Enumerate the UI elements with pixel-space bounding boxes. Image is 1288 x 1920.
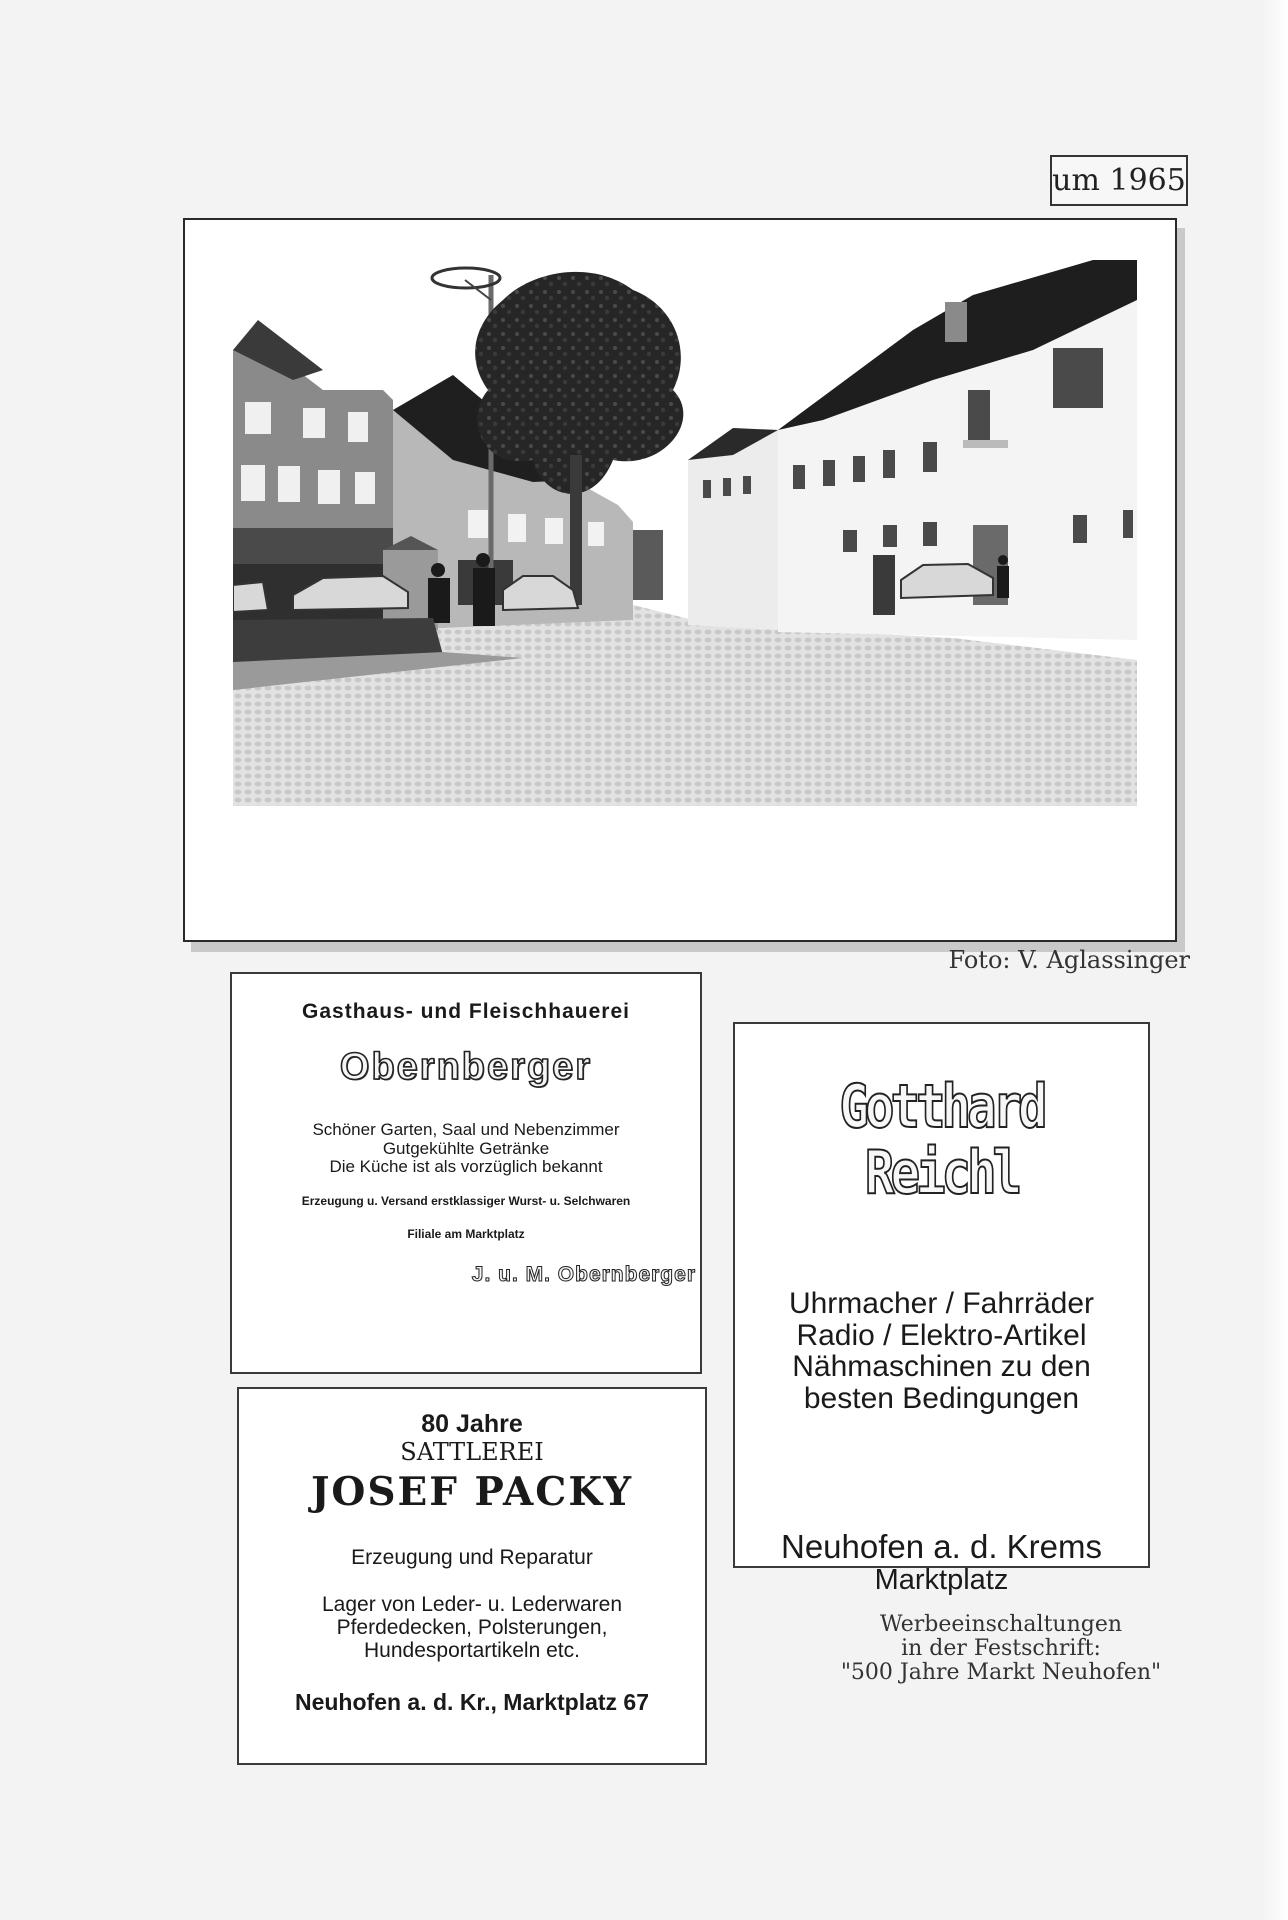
ad-text-line: Uhrmacher / Fahrräder: [788, 1287, 1095, 1320]
advertisement-obernberger: [230, 972, 702, 1374]
ad-anniversary: 80 Jahre: [421, 1410, 523, 1438]
ad-business-name: Gotthard Reichl: [839, 1072, 1044, 1208]
photo-frame: [183, 218, 1177, 942]
advertisement-packy: [237, 1387, 707, 1765]
ad-text-line: Nähmaschinen zu den: [792, 1350, 1091, 1383]
ad-small-text: Filiale am Marktplatz: [407, 1227, 525, 1242]
ad-address: Neuhofen a. d. Kr., Marktplatz 67: [294, 1689, 650, 1716]
ad-text-line: Gutgekühlte Getränke: [382, 1138, 550, 1158]
ad-text-line: Pferdedecken, Polsterungen,: [336, 1615, 608, 1639]
ad-text-line: Hundesportartikeln etc.: [364, 1639, 580, 1663]
ad-small-text: Erzeugung u. Versand erstklassiger Wurst- u. Selchwaren: [301, 1193, 631, 1208]
ad-text-line: besten Bedingungen: [803, 1381, 1080, 1415]
ad-text-line: Radio / Elektro-Artikel: [796, 1318, 1087, 1352]
ad-text-line: Lager von Leder- u. Lederwaren: [321, 1592, 623, 1616]
ad-location-detail: Marktplatz: [874, 1563, 1009, 1596]
festschrift-note: [796, 1613, 1206, 1686]
note-line: "500 Jahre Markt Neuhofen": [840, 1660, 1162, 1686]
ad-business-name: JOSEF PACKY: [310, 1468, 634, 1515]
ad-heading: Gasthaus- und Fleischhauerei: [302, 1000, 630, 1023]
advertisement-reichl: [733, 1022, 1150, 1596]
page-edge: [1262, 0, 1288, 1920]
ad-text-line: Schöner Garten, Saal und Nebenzimmer: [312, 1119, 620, 1139]
photo-caption: Foto: V. Aglassinger: [948, 946, 1190, 974]
note-line: in der Festschrift:: [901, 1636, 1101, 1662]
ad-signature: J. u. M. Obernberger: [471, 1263, 696, 1287]
ad-location: Neuhofen a. d. Krems: [780, 1528, 1102, 1565]
note-line: Werbeeinschaltungen: [879, 1612, 1123, 1637]
date-label: um 1965: [1050, 155, 1188, 206]
market-square-photo: [233, 260, 1137, 806]
ad-business-name: Obernberger: [339, 1046, 593, 1089]
ad-trade: SATTLEREI: [400, 1437, 544, 1466]
ad-text-line: Erzeugung und Reparatur: [351, 1545, 593, 1569]
ad-text-line: Die Küche ist als vorzüglich bekannt: [329, 1157, 603, 1177]
